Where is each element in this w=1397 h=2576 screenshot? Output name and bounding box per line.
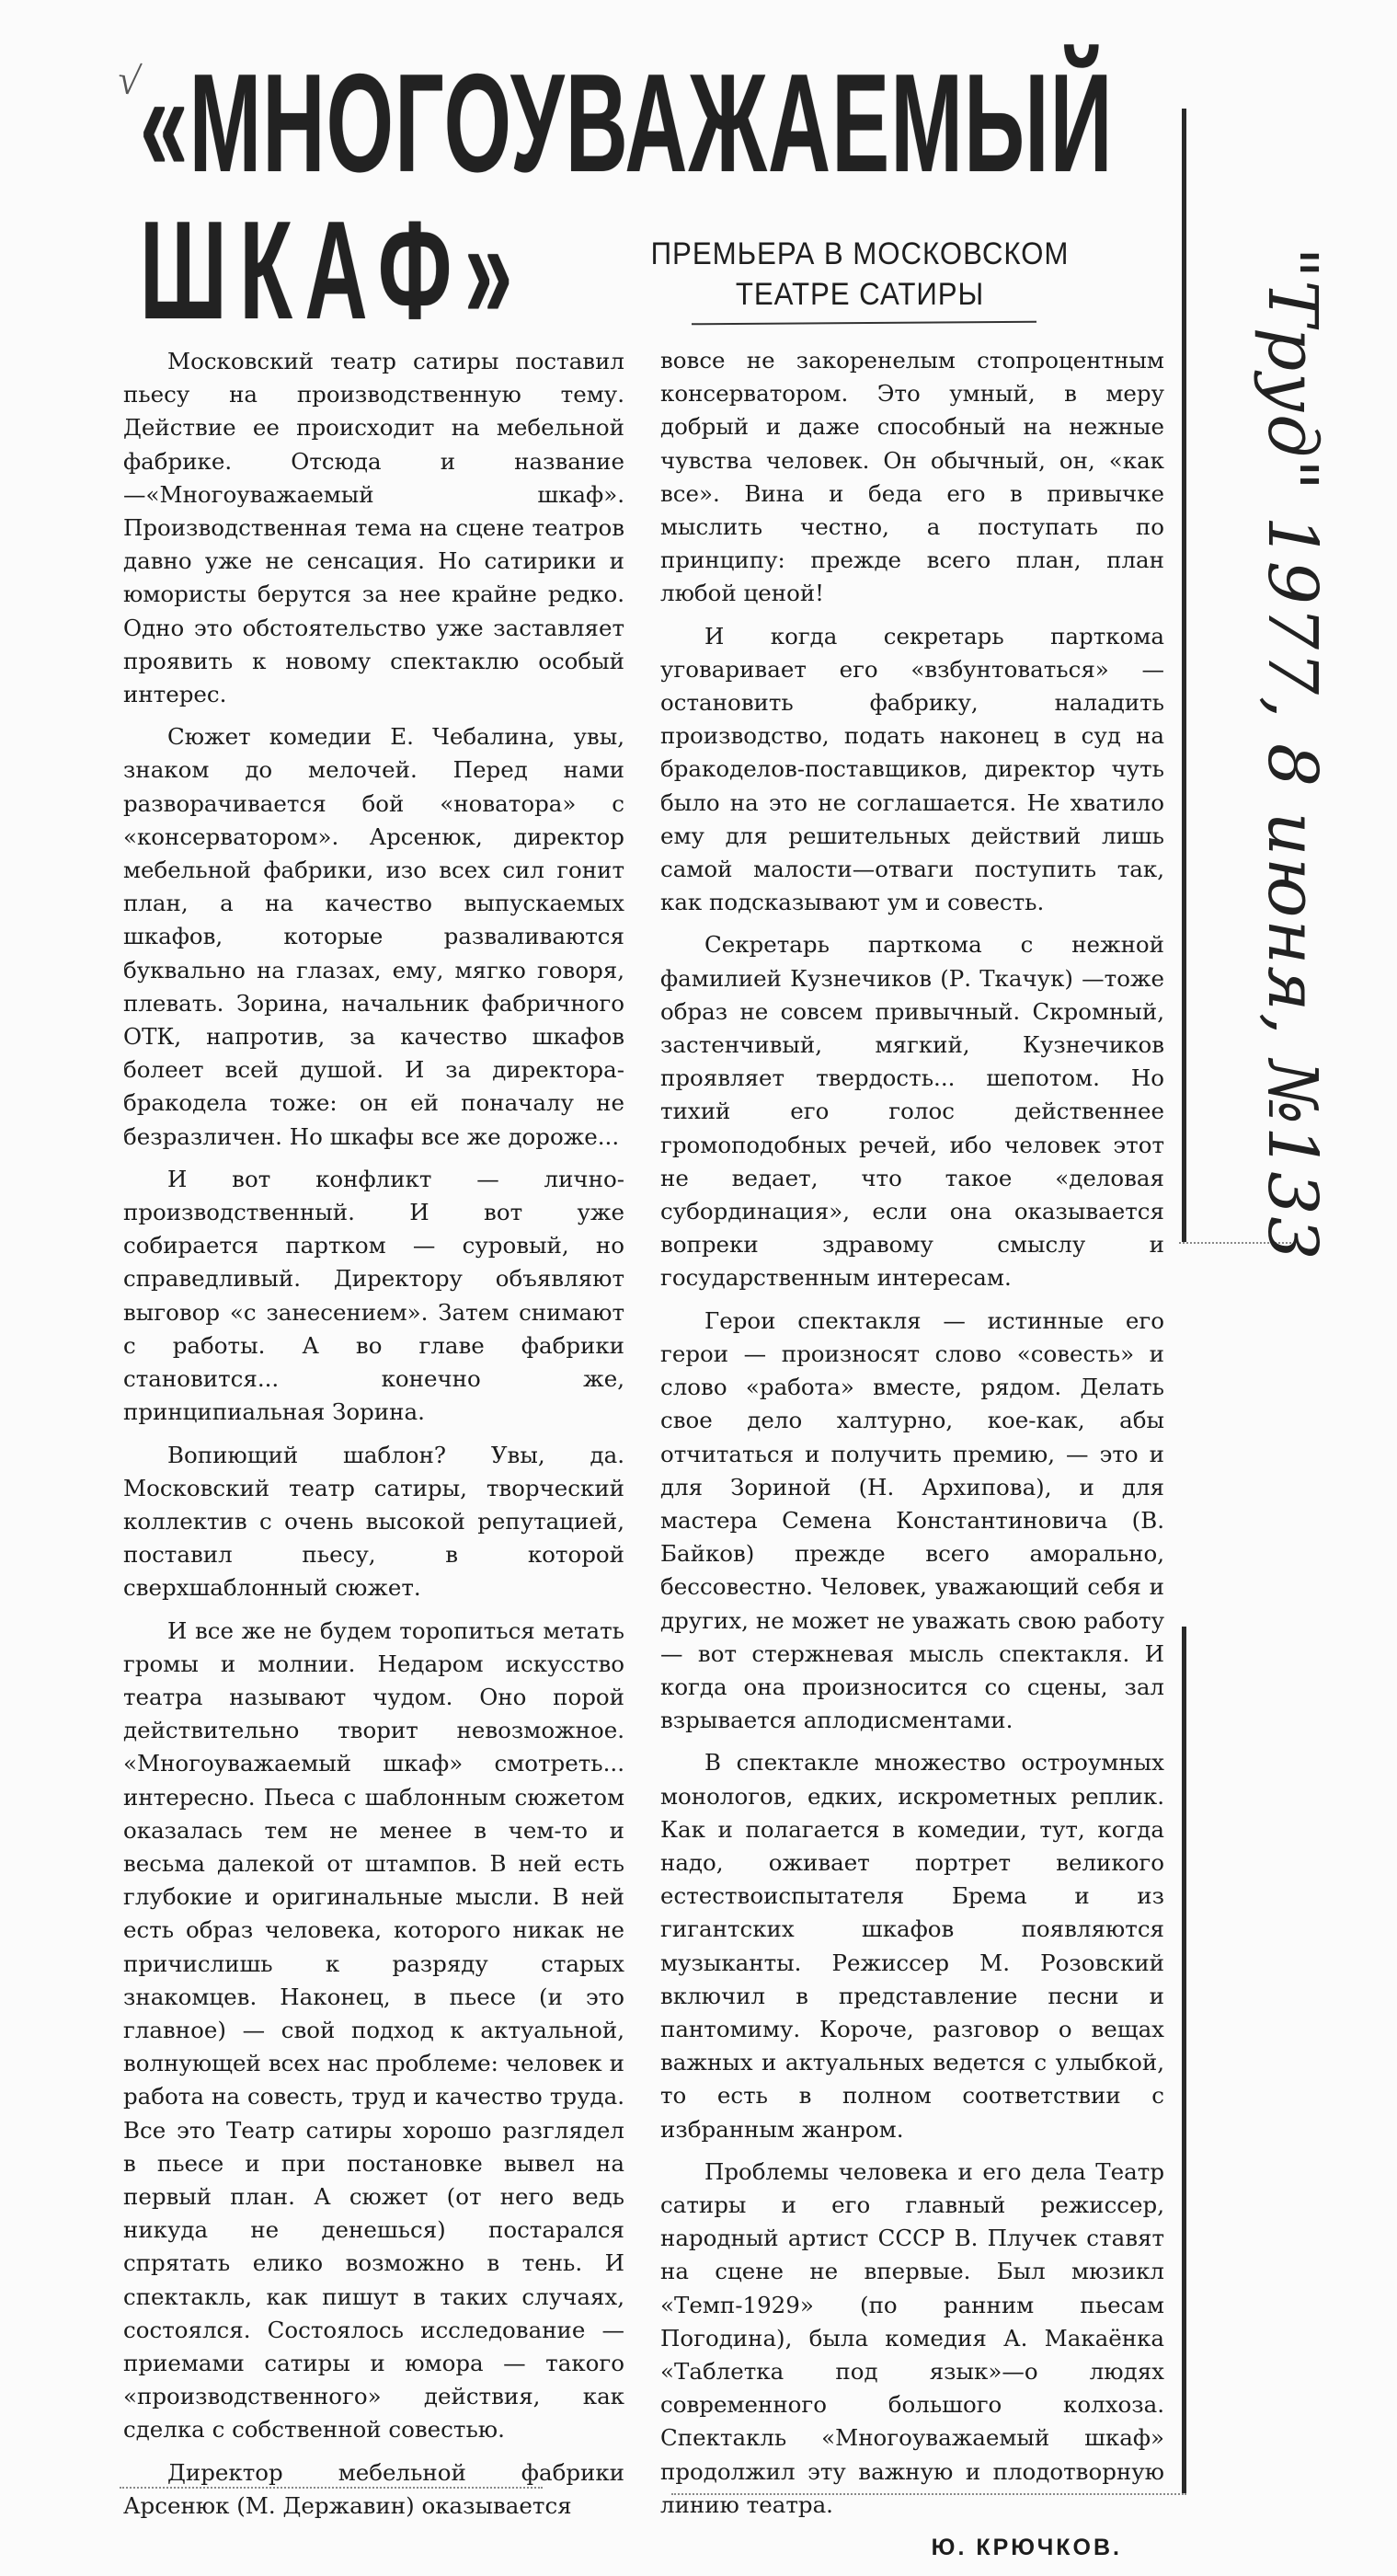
handwritten-source-note: "Труд" 1977, 8 июня, №133 [1253, 247, 1332, 1262]
paragraph: Вопиющий шаблон? Увы, да. Московский театр сатиры, творческий коллектив с очень высокой репутацией, поставил пьесу, в которой сверхшаблонный сюжет. [123, 1441, 624, 1602]
paragraph: Директор мебельной фабрики Арсенюк (М. Державин) оказывается [123, 2458, 624, 2519]
headline-line-1: «МНОГОУВАЖАЕМЫЙ [140, 45, 1114, 201]
paragraph: Сюжет комедии Е. Чебалина, увы, знаком до мелочей. Перед нами разворачивается бой «новатора» с «консерватором». Арсенюк, директор мебельной фабрики, изо всех сил гонит план, а на качество выпускаемых шкафов, которые разваливаются буквально на глазах, ему, мягко говоря, плевать. Зорина, начальник фабричного ОТК, напротив, за качество шкафов болеет всей душой. И за директора-бракодела тоже: он ей поначалу не безразличен. Но шкафы все же дороже... [123, 723, 624, 1150]
paragraph: И когда секретарь парткома уговаривает его «взбунтоваться» — остановить фабрику, наладить производство, подать наконец в суд на бракоделов-поставщиков, директор чуть было на это не соглашается. Не хватило ему для решительных действий лишь самой малости—отваги поступить так, как подсказывают ум и совесть. [660, 622, 1164, 916]
author-signature: Ю. КРЮЧКОВ. [931, 2535, 1122, 2560]
column-rule-top [1182, 109, 1186, 1242]
paragraph: И все же не будем торопиться метать громы и молнии. Недаром искусство театра называют чудом. Оно порой действительно творит невозможное. «Многоуважаемый шкаф» смотреть... интересно. Пьеса с шаблонным сюжетом оказалась тем не менее в чем-то и весьма далекой от штампов. В ней есть глубокие и оригинальные мысли. В ней есть образ человека, которого никак не причислишь к разряду старых знакомцев. Наконец, в пьесе (и это главное) — свой подход к актуальной, волнующей всех нас проблеме: человек и работа на совесть, труд и качество труда. Все это Театр сатиры хорошо разглядел в пьесе и при постановке вывел на первый план. А сюжет (от него ведь никуда не денешься) постарался спрятать елико возможно в тень. И спектакль, как пишут в таких случаях, состоялся. Состоялось исследование — приемами сатиры и юмора — такого «производственного» действия, как сделка с собственной совестью. [123, 1616, 624, 2444]
subtitle [611, 234, 1110, 315]
subtitle-line-1: ПРЕМЬЕРА В МОСКОВСКОМ [650, 236, 1070, 271]
headline-line-2: ШКАФ» [140, 192, 525, 349]
paragraph: В спектакле множество остроумных монологов, едких, искрометных реплик. Как и полагается в комедии, тут, когда надо, оживает портрет великого естествоиспытателя Брема и из гигантских шкафов появляются музыканты. Режиссер М. Розовский включил в представление песни и пантомиму. Короче, разговор о вещах важных и актуальных ведется с улыбкой, то есть в полном соответствии с избранным жанром. [660, 1749, 1164, 2143]
paragraph: вовсе не закоренелым стопроцентным консерватором. Это умный, в меру добрый и даже способный на нежные чувства человек. Он обычный, он, «как все». Вина и беда его в привычке мыслить честно, а поступать по принципу: прежде всего план, план любой ценой! [660, 347, 1164, 607]
cut-line [120, 2487, 543, 2489]
cut-line [671, 2493, 1186, 2495]
paragraph: Секретарь парткома с нежной фамилией Кузнечиков (Р. Ткачук) —тоже образ не совсем привычный. Скромный, застенчивый, мягкий, Кузнечиков проявляет твердость... шепотом. Но тихий его голос действеннее громоподобных речей, ибо человек этот не ведает, что такое «деловая субординация», если она оказывается вопреки здравому смыслу и государственным интересам. [660, 931, 1164, 1292]
article-column-right [660, 344, 1164, 2564]
paragraph: Московский театр сатиры поставил пьесу на производственную тему. Действие ее происходит на мебельной фабрике. Отсюда и название—«Многоуважаемый шкаф». Производственная тема на сцене театров давно уже не сенсация. Но сатирики и юмористы берутся за нее крайне редко. Одно это обстоятельство уже заставляет проявить к новому спектаклю особый интерес. [123, 348, 624, 708]
subtitle-underline [692, 321, 1036, 326]
paragraph: Герои спектакля — истинные его герои — произносят слово «совесть» и слово «работа» вместе, рядом. Делать свое дело халтурно, кое-как, абы отчитаться и получить премию, — это и для Зориной (Н. Архипова), и для мастера Семена Константиновича (В. Байков) прежде всего аморально, бессовестно. Человек, уважающий себя и других, не может не уважать свою работу — вот стержневая мысль спектакля. И когда она произносится со сцены, зал взрывается аплодисментами. [660, 1306, 1164, 1734]
column-rule-bottom [1182, 1627, 1186, 2493]
article-column-left [123, 345, 624, 2532]
paragraph: Проблемы человека и его дела Театр сатиры и его главный режиссер, народный артист СССР В. Плучек ставят на сцене не впервые. Был мюзикл «Темп-1929» (по ранним пьесам Погодина), была комедия А. Макаёнка «Таблетка под язык»—о людях современного большого колхоза. Спектакль «Многоуважаемый шкаф» продолжил эту важную и плодотворную линию театра. [660, 2157, 1164, 2518]
pencil-check-mark: √ [114, 56, 143, 105]
subtitle-line-2: ТЕАТРЕ САТИРЫ [735, 277, 985, 312]
paragraph: И вот конфликт — лично-производственный. И вот уже собирается партком — суровый, но справедливый. Директору объявляют выговор «с занесением». Затем снимают с работы. А во главе фабрики становится... конечно же, принципиальная Зорина. [123, 1165, 624, 1426]
